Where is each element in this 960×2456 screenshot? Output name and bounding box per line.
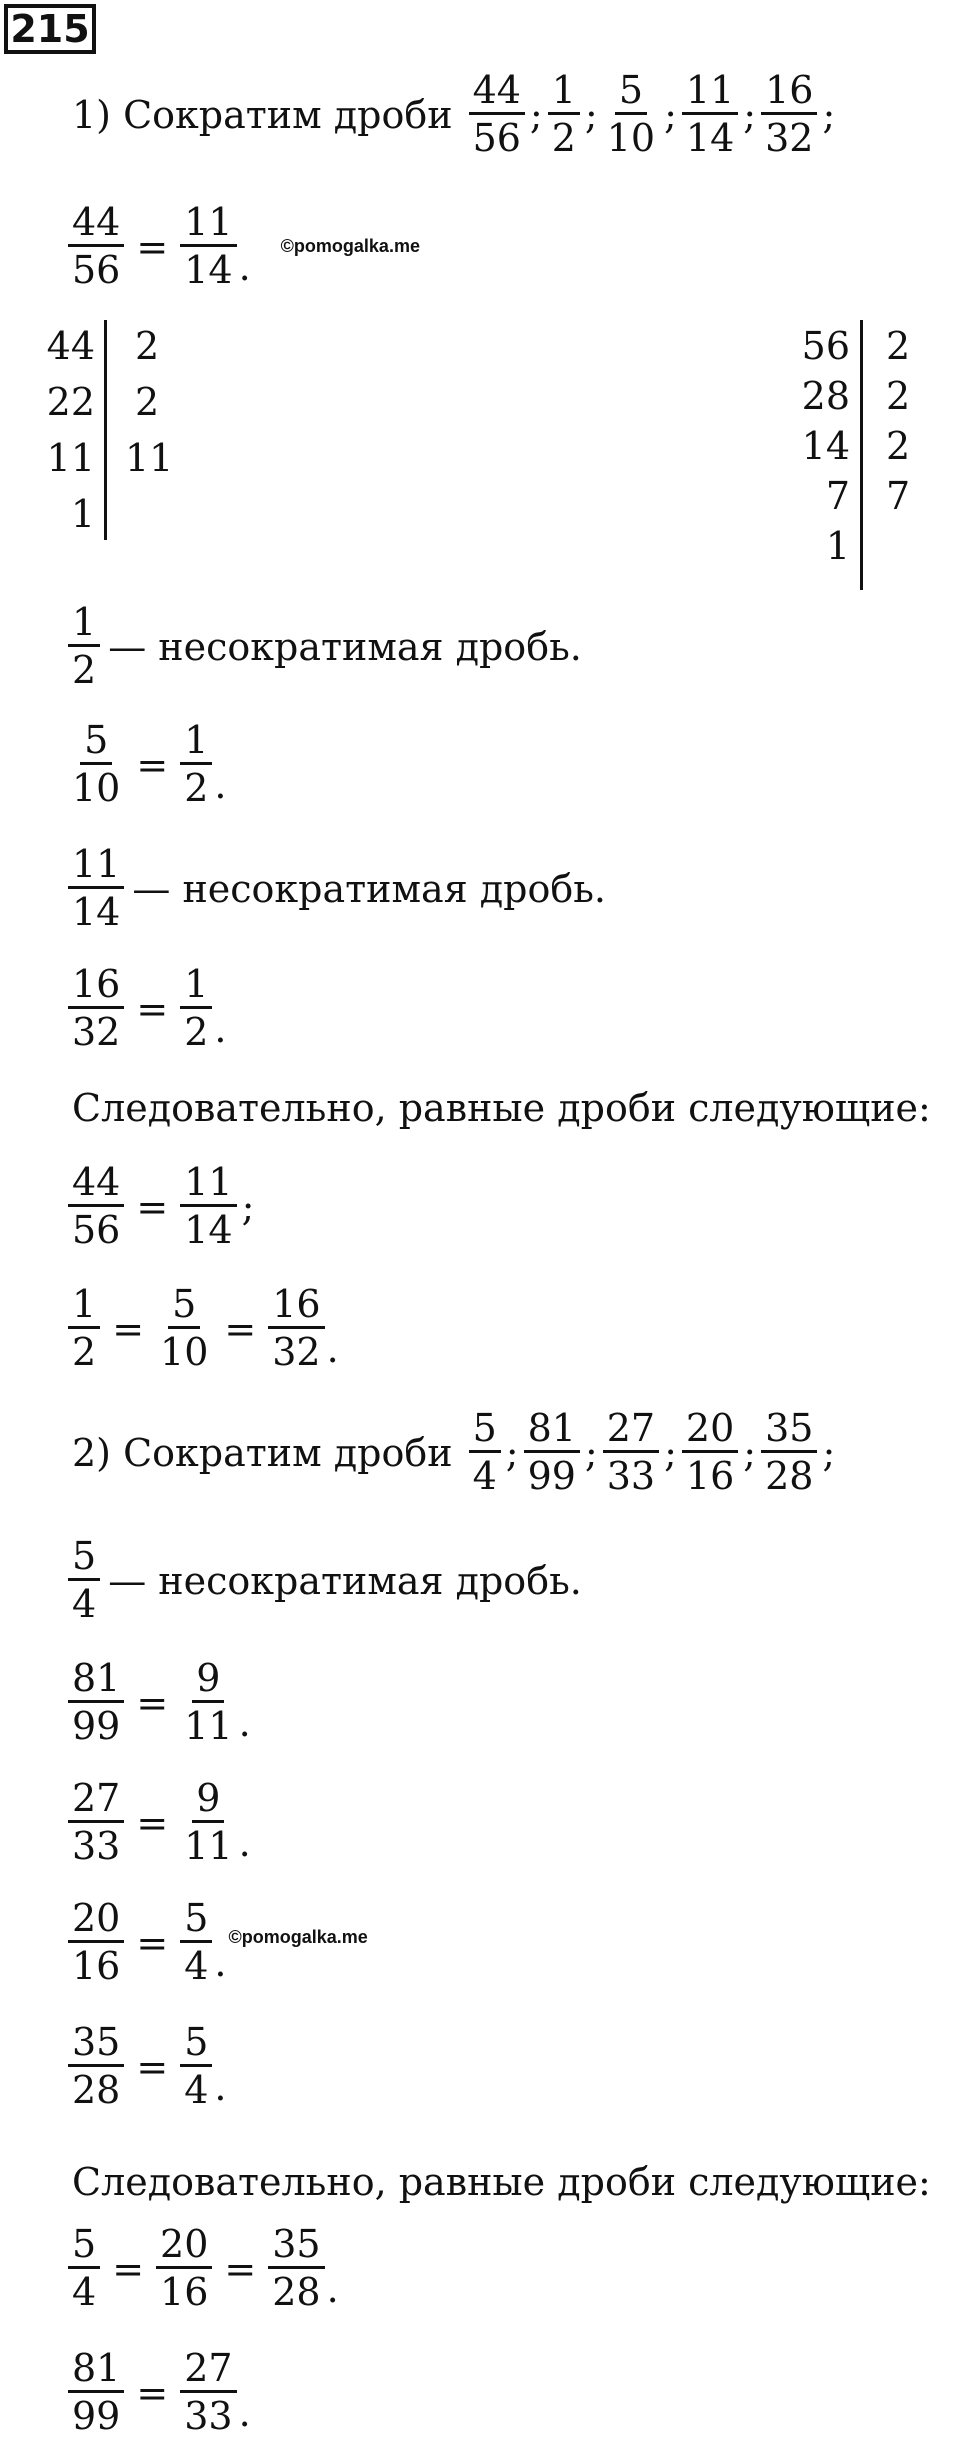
fraction: $\frac{5}{4}$ <box>68 1534 100 1627</box>
part2-intro-line: 2) Сократим дроби $\frac{5}{4}$ ; $\frac{81}{99}$ ; $\frac{27}{33}$ ; $\frac{20}{16}$ ; $\frac{35}{28}$ ; <box>72 1406 836 1498</box>
fraction: $\frac{5}{10}$ <box>160 1282 209 1374</box>
fraction: $\frac{20}{16}$ <box>682 1406 738 1499</box>
fraction: $\frac{35}{28}$ <box>268 2222 324 2315</box>
equation: $\frac{27}{33}$ = $\frac{9}{11}$ . <box>66 1776 251 1869</box>
equation: $\frac{35}{28}$ = $\frac{5}{4}$ . <box>66 2020 226 2113</box>
fraction: $\frac{81}{99}$ <box>68 2346 124 2439</box>
fraction: $\frac{44}{56}$ <box>469 68 525 161</box>
factorization-44: 44 22 11 1 2 2 11 <box>0 318 200 548</box>
fraction: $\frac{1}{2}$ <box>180 718 212 811</box>
fraction: $\frac{5}{10}$ <box>72 718 121 810</box>
factorization-56: 56 28 14 7 1 2 2 2 7 <box>760 318 960 608</box>
fraction: $\frac{1}{2}$ <box>548 68 580 161</box>
fraction: $\frac{1}{2}$ <box>68 1282 100 1375</box>
fraction: $\frac{5}{4}$ <box>180 1896 212 1989</box>
divider-line <box>860 320 863 590</box>
fraction: $\frac{5}{10}$ <box>606 68 656 160</box>
irreducible-line: $\frac{11}{14}$ — несократимая дробь. <box>66 842 606 935</box>
fraction: $\frac{20}{16}$ <box>156 2222 212 2315</box>
equation: $\frac{20}{16}$ = $\frac{5}{4}$ . ©pomogalka.me <box>66 1896 368 1989</box>
fraction: $\frac{9}{11}$ <box>184 1776 233 1868</box>
result-equation: $\frac{81}{99}$ = $\frac{27}{33}$ . <box>66 2346 251 2439</box>
conclusion-line: Следовательно, равные дроби следующие: <box>72 2160 931 2204</box>
fraction: $\frac{44}{56}$ <box>68 1160 124 1253</box>
fraction: $\frac{5}{4}$ <box>469 1406 501 1499</box>
fraction: $\frac{16}{32}$ <box>268 1282 324 1375</box>
fraction: $\frac{44}{56}$ <box>68 200 124 293</box>
fraction: $\frac{16}{32}$ <box>68 962 124 1055</box>
equation: $\frac{16}{32}$ = $\frac{1}{2}$ . <box>66 962 226 1055</box>
equation: $\frac{44}{56}$ = $\frac{11}{14}$ . ©pomogalka.me <box>66 200 420 293</box>
fraction: $\frac{5}{4}$ <box>68 2222 100 2315</box>
fraction: $\frac{1}{2}$ <box>68 600 100 693</box>
irreducible-line: $\frac{5}{4}$ — несократимая дробь. <box>66 1534 582 1627</box>
result-equation: $\frac{5}{4}$ = $\frac{20}{16}$ = $\frac{35}{28}$ . <box>66 2222 339 2315</box>
equation: $\frac{5}{10}$ = $\frac{1}{2}$ . <box>66 718 226 811</box>
fraction: $\frac{81}{99}$ <box>524 1406 580 1499</box>
fraction: $\frac{11}{14}$ <box>180 1160 236 1253</box>
fraction: $\frac{20}{16}$ <box>68 1896 124 1989</box>
result-equation: $\frac{1}{2}$ = $\frac{5}{10}$ = $\frac{16}{32}$ . <box>66 1282 339 1375</box>
fraction: $\frac{5}{4}$ <box>180 2020 212 2113</box>
fraction: $\frac{11}{14}$ <box>682 68 738 161</box>
problem-number: 215 <box>4 4 96 54</box>
fraction: $\frac{9}{11}$ <box>184 1656 233 1748</box>
fraction: $\frac{16}{32}$ <box>761 68 817 161</box>
fraction: $\frac{35}{28}$ <box>761 1406 817 1499</box>
fraction: $\frac{11}{14}$ <box>68 842 124 935</box>
equation: $\frac{81}{99}$ = $\frac{9}{11}$ . <box>66 1656 251 1749</box>
watermark: ©pomogalka.me <box>228 1927 368 1947</box>
fraction: $\frac{11}{14}$ <box>180 200 236 293</box>
irreducible-line: $\frac{1}{2}$ — несократимая дробь. <box>66 600 582 693</box>
part2-intro: 2) Сократим дроби <box>72 1430 453 1475</box>
result-equation: $\frac{44}{56}$ = $\frac{11}{14}$ ; <box>66 1160 257 1253</box>
fraction: $\frac{1}{2}$ <box>180 962 212 1055</box>
fraction: $\frac{35}{28}$ <box>68 2020 124 2113</box>
fraction: $\frac{27}{33}$ <box>180 2346 236 2439</box>
part1-intro: 1) Сократим дроби <box>72 92 453 137</box>
divider-line <box>104 320 107 540</box>
fraction: $\frac{27}{33}$ <box>68 1776 124 1869</box>
fraction: $\frac{81}{99}$ <box>68 1656 124 1749</box>
fraction: $\frac{27}{33}$ <box>603 1406 659 1499</box>
conclusion-line: Следовательно, равные дроби следующие: <box>72 1086 931 1130</box>
watermark: ©pomogalka.me <box>280 236 420 256</box>
part1-intro-line: 1) Сократим дроби $\frac{44}{56}$ ; $\frac{1}{2}$ ; $\frac{5}{10}$ ; $\frac{11}{14}$ ; $\frac{16}{32}$ ; <box>72 68 836 160</box>
